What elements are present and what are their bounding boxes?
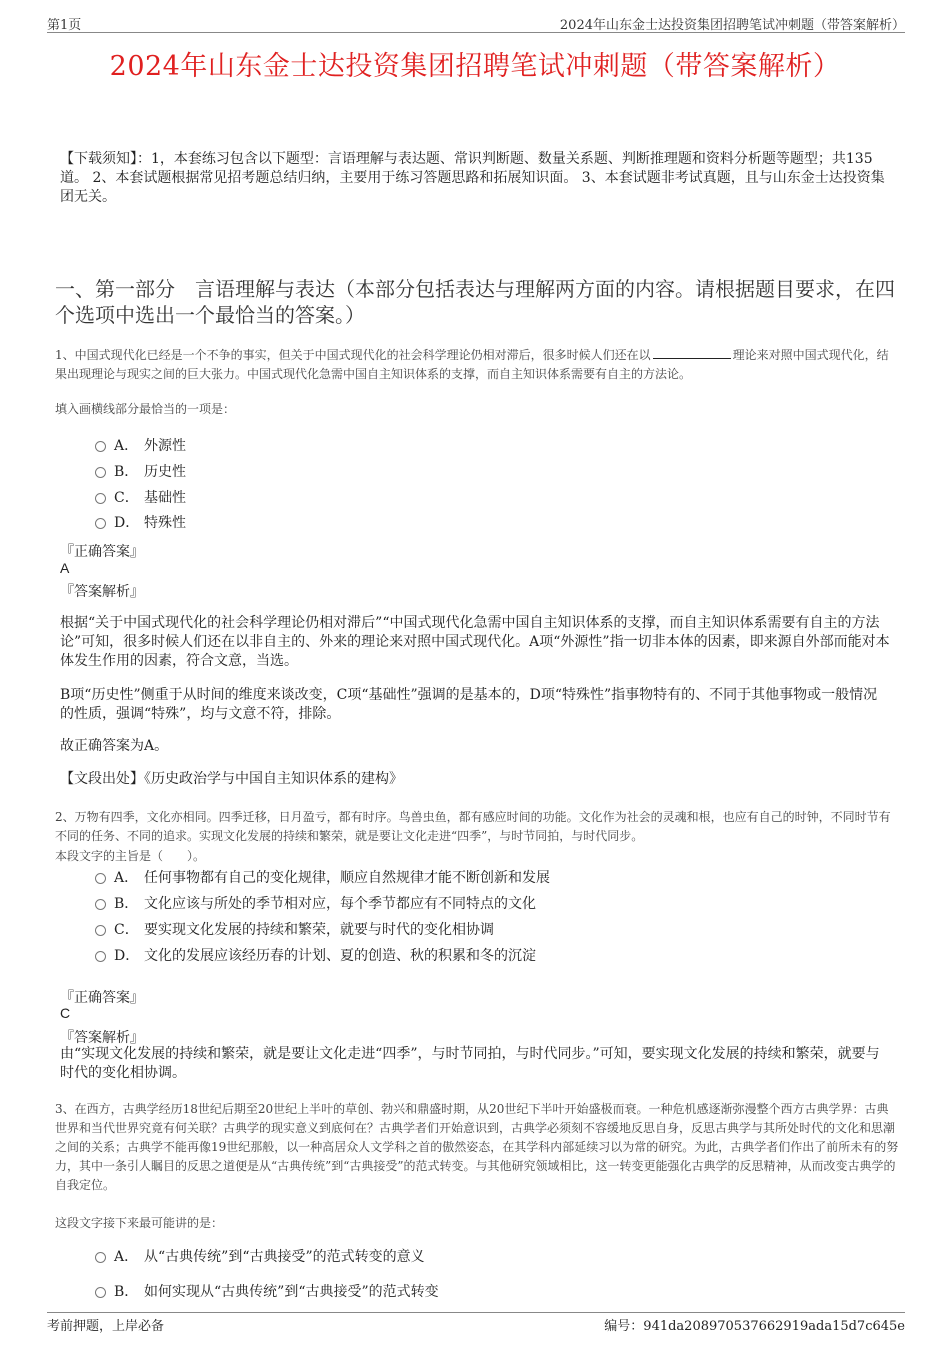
q3-option-b[interactable]: B． 如何实现从“古典传统”到“古典接受”的范式转变: [95, 1282, 439, 1302]
q2-option-b[interactable]: B． 文化应该与所处的季节相对应，每个季节都应有不同特点的文化: [95, 894, 536, 914]
question-1-prompt: 填入画横线部分最恰当的一项是：: [55, 402, 236, 416]
page-header: [47, 12, 905, 33]
radio-icon[interactable]: [95, 925, 106, 936]
radio-icon[interactable]: [95, 518, 106, 529]
q2-analysis: 由“实现文化发展的持续和繁荣，就是要让文化走进“四季”，与时节同拍，与时代同步。”可知，要实现文化发展的持续和繁荣，就要与时代的变化相协调。: [60, 1046, 880, 1081]
download-notice: 【下载须知】：1，本套练习包含以下题型：言语理解与表达题、常识判断题、数量关系题、判断推理题和资料分析题等题型；共135道。 2、本套试题根据常见招考题总结归纳，主要用于练习答题思路和拓展知识面。 3、本套试题非考试真题，且与山东金士达投资集团无关。: [60, 151, 885, 205]
q1-option-d[interactable]: D． 特殊性: [95, 513, 186, 533]
q1-analysis-3: 故正确答案为A。: [60, 738, 169, 754]
q1-answer: A: [60, 560, 70, 576]
q1-analysis-1: 根据“关于中国式现代化的社会科学理论仍相对滞后”“中国式现代化急需中国自主知识体系的支撑，而自主知识体系需要有自主的方法论”可知，很多时候人们还在以非自主的、外来的理论来对照中国式现代化。A项“外源性”指一切非本体的因素，即来源自外部而能对本体发生作用的因素，符合文意，当选。: [60, 615, 890, 669]
q2-answer-label: 『正确答案』: [60, 990, 144, 1006]
radio-icon[interactable]: [95, 873, 106, 884]
footer-serial-number: 编号：941da208970537662919ada15d7c645e: [604, 1319, 905, 1334]
q1-answer-label: 『正确答案』: [60, 544, 144, 560]
q2-analysis-label: 『答案解析』: [60, 1030, 144, 1046]
document-title: 2024年山东金士达投资集团招聘笔试冲刺题（带答案解析）: [109, 51, 841, 82]
q1-analysis-2: B项“历史性”侧重于从时间的维度来谈改变，C项“基础性”强调的是基本的，D项“特殊性”指事物特有的、不同于其他事物或一般情况的性质，强调“特殊”，均与文意不符，排除。: [60, 687, 878, 722]
radio-icon[interactable]: [95, 951, 106, 962]
question-2-prompt: 本段文字的主旨是（ ）。: [55, 849, 206, 863]
q1-option-a[interactable]: A． 外源性: [95, 436, 186, 456]
radio-icon[interactable]: [95, 441, 106, 452]
page-footer: [47, 1312, 905, 1333]
q1-option-b[interactable]: B． 历史性: [95, 462, 186, 482]
footer-slogan: 考前押题，上岸必备: [47, 1319, 165, 1334]
q1-analysis-label: 『答案解析』: [60, 584, 144, 600]
q1-source: 【文段出处】《历史政治学与中国自主知识体系的建构》: [60, 771, 403, 787]
q1-option-c[interactable]: C． 基础性: [95, 488, 186, 508]
page-number: 第1页: [47, 18, 82, 33]
question-1-text: 1、中国式现代化已经是一个不争的事实，但关于中国式现代化的社会科学理论仍相对滞后，很多时候人们还在以 理论来对照中国式现代化，结果出现理论与现实之间的巨大张力。中国式现代化急需中国自主知识体系的支撑，而自主知识体系需要有自主的方法论。: [55, 348, 889, 381]
radio-icon[interactable]: [95, 467, 106, 478]
radio-icon[interactable]: [95, 1252, 106, 1263]
header-doc-title: 2024年山东金士达投资集团招聘笔试冲刺题（带答案解析）: [559, 18, 905, 33]
radio-icon[interactable]: [95, 1287, 106, 1298]
question-2-text: 2、万物有四季，文化亦相同。四季迁移，日月盈亏，都有时序。鸟兽虫鱼，都有感应时间的功能。文化作为社会的灵魂和根，也应有自己的时钟，不同时节有不同的任务、不同的追求。实现文化发展的持续和繁荣，就是要让文化走进“四季”，与时节同拍，与时代同步。: [55, 810, 891, 843]
radio-icon[interactable]: [95, 493, 106, 504]
radio-icon[interactable]: [95, 899, 106, 910]
q2-answer: C: [60, 1005, 71, 1021]
q3-option-a[interactable]: A． 从“古典传统”到“古典接受”的范式转变的意义: [95, 1247, 425, 1267]
question-3-text: 3、在西方，古典学经历18世纪后期至20世纪上半叶的草创、勃兴和鼎盛时期，从20世纪下半叶开始盛极而衰。一种危机感逐渐弥漫整个西方古典学界：古典世界和当代世界究竟有何关联？古典学的现实意义到底何在？古典学者们开始意识到，古典学必须刻不容缓地反思自身，反思古典学与其所处时代的文化和思潮之间的关系；古典学不能再像19世纪那般，以一种高居众人文学科之首的傲然姿态，在其学科内部延续习以为常的研究。为此，古典学者们作出了前所未有的努力，其中一条引人瞩目的反思之道便是从“古典传统”到“古典接受”的范式转变。与其他研究领域相比，这一转变更能强化古典学的反思精神，从而改变古典学的自我定位。: [55, 1102, 899, 1192]
question-3-prompt: 这段文字接下来最可能讲的是：: [55, 1216, 224, 1230]
fill-blank: [653, 346, 731, 359]
q2-option-d[interactable]: D． 文化的发展应该经历春的计划、夏的创造、秋的积累和冬的沉淀: [95, 946, 536, 966]
section-title: 一、第一部分 言语理解与表达（本部分包括表达与理解两方面的内容。请根据题目要求，在四个选项中选出一个最恰当的答案。）: [55, 277, 895, 327]
q2-option-c[interactable]: C． 要实现文化发展的持续和繁荣，就要与时代的变化相协调: [95, 920, 494, 940]
q2-option-a[interactable]: A． 任何事物都有自己的变化规律，顺应自然规律才能不断创新和发展: [95, 868, 550, 888]
